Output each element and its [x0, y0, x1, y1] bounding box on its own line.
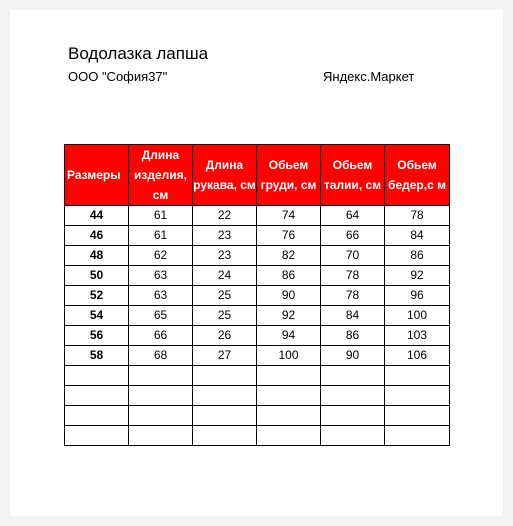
cell-garment-length — [129, 386, 193, 406]
cell-size: 54 — [65, 306, 129, 326]
cell-hips — [385, 366, 450, 386]
cell-chest: 94 — [257, 326, 321, 346]
cell-sleeve-length: 23 — [193, 246, 257, 266]
cell-waist — [321, 406, 385, 426]
cell-waist: 78 — [321, 286, 385, 306]
cell-waist: 70 — [321, 246, 385, 266]
column-header-waist: Обьем талии, см — [321, 145, 385, 206]
cell-hips: 92 — [385, 266, 450, 286]
company-name: ООО "София37" — [68, 69, 168, 84]
size-chart-table — [64, 144, 450, 446]
cell-garment-length: 61 — [129, 206, 193, 226]
cell-size: 56 — [65, 326, 129, 346]
table-header-row — [65, 145, 450, 206]
cell-waist: 66 — [321, 226, 385, 246]
cell-size: 44 — [65, 206, 129, 226]
cell-size: 50 — [65, 266, 129, 286]
cell-sleeve-length — [193, 406, 257, 426]
cell-waist — [321, 386, 385, 406]
table-row — [65, 246, 450, 266]
cell-hips: 78 — [385, 206, 450, 226]
cell-sleeve-length: 23 — [193, 226, 257, 246]
cell-size — [65, 406, 129, 426]
cell-garment-length: 66 — [129, 326, 193, 346]
cell-chest: 82 — [257, 246, 321, 266]
cell-chest: 76 — [257, 226, 321, 246]
cell-size: 48 — [65, 246, 129, 266]
cell-sleeve-length: 26 — [193, 326, 257, 346]
cell-garment-length: 65 — [129, 306, 193, 326]
cell-sleeve-length: 25 — [193, 286, 257, 306]
cell-waist: 86 — [321, 326, 385, 346]
cell-hips — [385, 386, 450, 406]
cell-sleeve-length: 24 — [193, 266, 257, 286]
table-row — [65, 386, 450, 406]
cell-chest: 86 — [257, 266, 321, 286]
cell-sleeve-length — [193, 366, 257, 386]
cell-garment-length — [129, 366, 193, 386]
cell-size — [65, 386, 129, 406]
cell-sleeve-length: 25 — [193, 306, 257, 326]
cell-sleeve-length — [193, 426, 257, 446]
cell-size: 46 — [65, 226, 129, 246]
cell-chest — [257, 426, 321, 446]
table-row — [65, 306, 450, 326]
cell-hips: 84 — [385, 226, 450, 246]
marketplace-name: Яндекс.Маркет — [323, 69, 415, 84]
column-header-chest: Обьем груди, см — [257, 145, 321, 206]
cell-hips — [385, 426, 450, 446]
cell-sleeve-length — [193, 386, 257, 406]
cell-size: 52 — [65, 286, 129, 306]
cell-size — [65, 426, 129, 446]
cell-waist: 84 — [321, 306, 385, 326]
cell-garment-length: 62 — [129, 246, 193, 266]
cell-waist — [321, 426, 385, 446]
cell-waist: 78 — [321, 266, 385, 286]
cell-garment-length: 63 — [129, 266, 193, 286]
table-row — [65, 426, 450, 446]
column-header-garment-length: Длина изделия, см — [129, 145, 193, 206]
table-row — [65, 286, 450, 306]
table-row — [65, 406, 450, 426]
cell-hips: 106 — [385, 346, 450, 366]
cell-chest: 92 — [257, 306, 321, 326]
cell-hips: 96 — [385, 286, 450, 306]
column-header-size: Размеры — [65, 145, 129, 206]
cell-chest: 100 — [257, 346, 321, 366]
table-row — [65, 266, 450, 286]
cell-size — [65, 366, 129, 386]
cell-sleeve-length: 22 — [193, 206, 257, 226]
table-row — [65, 226, 450, 246]
cell-garment-length: 68 — [129, 346, 193, 366]
document-title: Водолазка лапша — [68, 44, 209, 63]
cell-garment-length: 63 — [129, 286, 193, 306]
cell-garment-length: 61 — [129, 226, 193, 246]
column-header-sleeve-length: Длина рукава, см — [193, 145, 257, 206]
cell-chest: 74 — [257, 206, 321, 226]
cell-chest — [257, 386, 321, 406]
cell-garment-length — [129, 406, 193, 426]
cell-size: 58 — [65, 346, 129, 366]
cell-chest — [257, 406, 321, 426]
cell-waist — [321, 366, 385, 386]
table-row — [65, 206, 450, 226]
cell-waist: 64 — [321, 206, 385, 226]
cell-sleeve-length: 27 — [193, 346, 257, 366]
table-body — [65, 206, 450, 446]
cell-chest: 90 — [257, 286, 321, 306]
cell-hips — [385, 406, 450, 426]
column-header-hips: Обьем бедер,с м — [385, 145, 450, 206]
table-row — [65, 346, 450, 366]
cell-hips: 100 — [385, 306, 450, 326]
cell-waist: 90 — [321, 346, 385, 366]
cell-hips: 103 — [385, 326, 450, 346]
cell-hips: 86 — [385, 246, 450, 266]
cell-garment-length — [129, 426, 193, 446]
table-row — [65, 326, 450, 346]
table-row — [65, 366, 450, 386]
cell-chest — [257, 366, 321, 386]
